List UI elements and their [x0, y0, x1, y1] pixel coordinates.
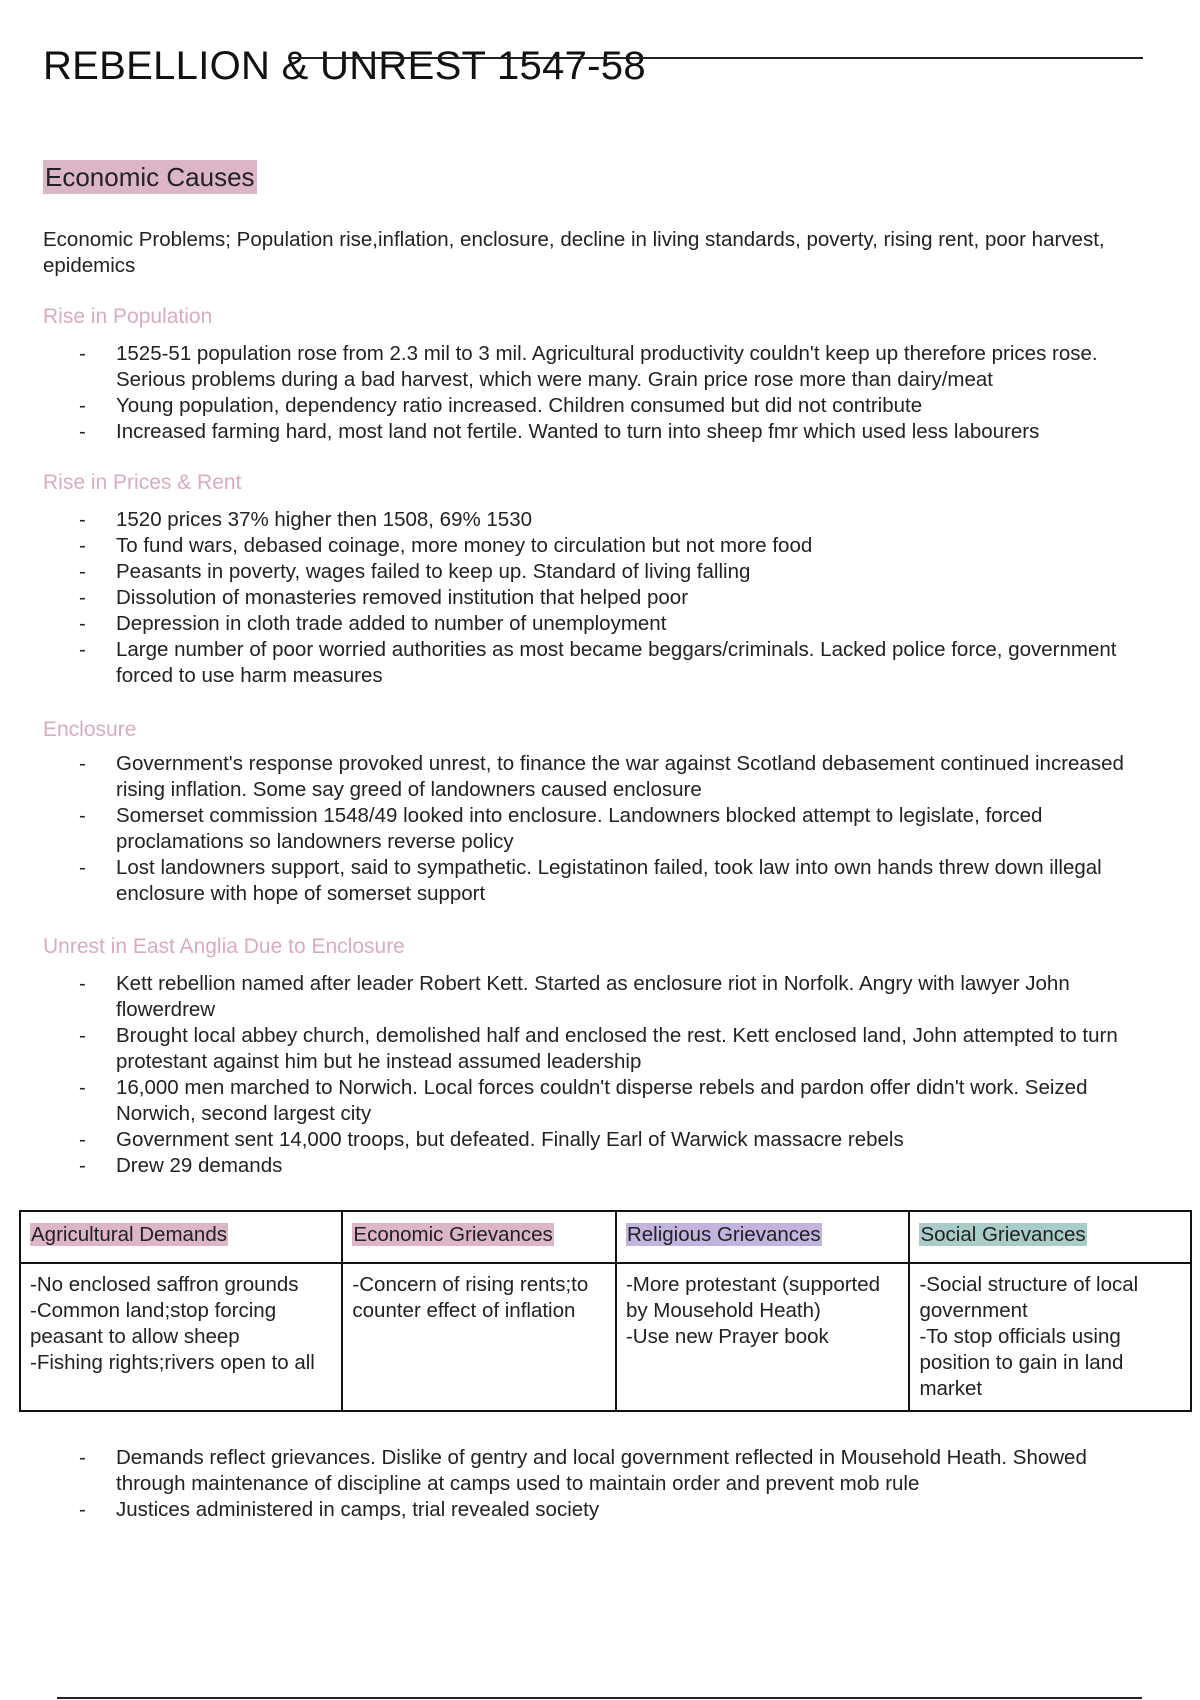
table-header-cell: [20, 1211, 342, 1263]
cell-economic-grievances: -Concern of rising rents;to counter effect of inflation: [342, 1263, 616, 1411]
cell-social-grievances: -Social structure of local government -To stop officials using position to gain in land market: [909, 1263, 1191, 1411]
footer-rule: [57, 1697, 1142, 1699]
list-item: - Kett rebellion named after leader Robert Kett. Started as enclosure riot in Norfolk. Angry with lawyer John flowerdrew: [43, 971, 1153, 1023]
intro-paragraph: Economic Problems; Population rise,inflation, enclosure, decline in living standards, poverty, rising rent, poor harvest, epidemics: [43, 228, 1105, 277]
list-item: - Large number of poor worried authorities as most became beggars/criminals. Lacked police force, government forced to use harm measures: [43, 637, 1153, 689]
list-item: - Peasants in poverty, wages failed to keep up. Standard of living falling: [43, 559, 1153, 585]
grievances-table: [19, 1210, 1192, 1412]
bullet-list-closing: [43, 1445, 1153, 1523]
header-agricultural-demands: Agricultural Demands: [31, 1223, 227, 1246]
subheading-rise-in-population: Rise in Population: [43, 305, 213, 328]
subheading-rise-in-prices-rent: Rise in Prices & Rent: [43, 471, 242, 494]
title-underline: [290, 57, 1143, 59]
list-item: - Justices administered in camps, trial revealed society: [43, 1497, 1153, 1523]
list-item: - Depression in cloth trade added to number of unemployment: [43, 611, 1153, 637]
subheading-enclosure: Enclosure: [43, 718, 137, 741]
list-item: - 1525-51 population rose from 2.3 mil to 3 mil. Agricultural productivity couldn't keep up therefore prices rose. Serious problems during a bad harvest, which were many. Grain price rose more than dairy/meat: [43, 341, 1153, 393]
list-item: - 16,000 men marched to Norwich. Local forces couldn't disperse rebels and pardon offer didn't work. Seized Norwich, second largest city: [43, 1075, 1153, 1127]
list-item: - Government's response provoked unrest, to finance the war against Scotland debasement continued increased rising inflation. Some say greed of landowners caused enclosure: [43, 751, 1153, 803]
list-item: - Dissolution of monasteries removed institution that helped poor: [43, 585, 1153, 611]
bullet-list-rise-in-prices-rent: [43, 507, 1153, 689]
list-item: - Government sent 14,000 troops, but defeated. Finally Earl of Warwick massacre rebels: [43, 1127, 1153, 1153]
table-row: [20, 1263, 1191, 1411]
list-item: - Drew 29 demands: [43, 1153, 1153, 1179]
cell-agricultural-demands: -No enclosed saffron grounds -Common land;stop forcing peasant to allow sheep -Fishing rights;rivers open to all: [20, 1263, 342, 1411]
header-religious-grievances: Religious Grievances: [626, 1223, 821, 1246]
table-header-cell: [616, 1211, 909, 1263]
list-item: - Somerset commission 1548/49 looked into enclosure. Landowners blocked attempt to legislate, forced proclamations so landowners reverse policy: [43, 803, 1153, 855]
subheading-unrest-east-anglia: Unrest in East Anglia Due to Enclosure: [43, 935, 405, 958]
table-header-cell: [342, 1211, 616, 1263]
cell-religious-grievances: -More protestant (supported by Mousehold Heath) -Use new Prayer book: [616, 1263, 909, 1411]
table-header-row: [20, 1211, 1191, 1263]
bullet-list-unrest-east-anglia: [43, 971, 1153, 1179]
list-item: - Demands reflect grievances. Dislike of gentry and local government reflected in Mousehold Heath. Showed through maintenance of discipline at camps used to maintain order and prevent mob rule: [43, 1445, 1153, 1497]
list-item: - Lost landowners support, said to sympathetic. Legistatinon failed, took law into own hands threw down illegal enclosure with hope of somerset support: [43, 855, 1153, 907]
table-header-cell: [909, 1211, 1191, 1263]
list-item: - Increased farming hard, most land not fertile. Wanted to turn into sheep fmr which used less labourers: [43, 419, 1153, 445]
list-item: - 1520 prices 37% higher then 1508, 69% 1530: [43, 507, 1153, 533]
list-item: - Young population, dependency ratio increased. Children consumed but did not contribute: [43, 393, 1153, 419]
bullet-list-rise-in-population: [43, 341, 1153, 445]
bullet-list-enclosure: [43, 751, 1153, 907]
page-title: REBELLION & UNREST 1547-58: [43, 44, 646, 88]
list-item: - To fund wars, debased coinage, more money to circulation but not more food: [43, 533, 1153, 559]
header-economic-grievances: Economic Grievances: [353, 1223, 553, 1246]
header-social-grievances: Social Grievances: [920, 1223, 1086, 1246]
section-heading: Economic Causes: [45, 162, 255, 192]
list-item: - Brought local abbey church, demolished half and enclosed the rest. Kett enclosed land, John attempted to turn protestant against him but he instead assumed leadership: [43, 1023, 1153, 1075]
